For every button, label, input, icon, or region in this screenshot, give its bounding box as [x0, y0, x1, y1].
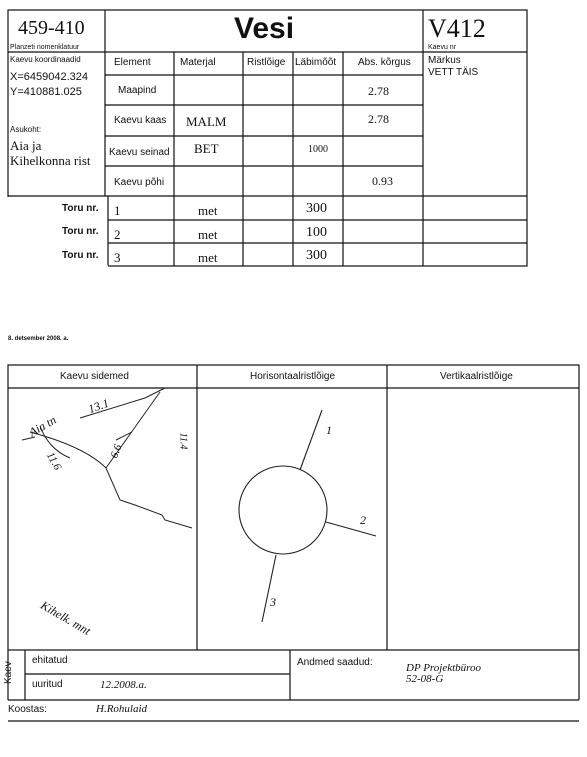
row-abs-height: 0.93	[372, 174, 393, 188]
coordinate-x: X=6459042.324	[10, 71, 88, 83]
horizontal-section-sketch	[239, 410, 376, 622]
coordinates-label: Kaevu koordinaadid	[10, 55, 81, 64]
author-label: Koostas:	[8, 704, 47, 715]
row-element: Maapind	[118, 85, 157, 96]
well-number: V412	[428, 14, 486, 43]
built-label: ehitatud	[32, 655, 68, 666]
well-number-label: Kaevu nr	[428, 44, 457, 51]
row-element: Kaevu põhi	[114, 177, 165, 188]
col-header-abs-height: Abs. kõrgus	[358, 57, 411, 68]
sheet-label: Planzeti nomenklatuur	[10, 44, 80, 51]
sketch-label: Kihelk. mnt	[38, 598, 94, 638]
author-value: H.Rohulaid	[96, 703, 148, 715]
location-line-2: Kihelkonna rist	[10, 153, 91, 168]
row-abs-height: 2.78	[368, 112, 389, 126]
document-title: Vesi	[234, 12, 295, 45]
pipe-material: met	[198, 227, 218, 242]
pipe-number: 2	[114, 227, 121, 242]
source-label: Andmed saadud:	[297, 657, 373, 668]
sketch-label: Aia tn	[26, 412, 59, 440]
pipe-label: Toru nr.	[62, 250, 99, 261]
col-header-diameter: Läbimõõt	[295, 57, 337, 68]
col-header-material: Materjal	[180, 57, 216, 68]
sketch-label: 11.6	[43, 450, 64, 473]
surveyed-label: uuritud	[32, 679, 63, 690]
pipe-number: 3	[114, 250, 121, 265]
sketch-label: 6.6	[108, 442, 125, 460]
col-header-element: Element	[114, 57, 151, 68]
sheet-number: 459-410	[18, 17, 85, 39]
col-header-cross-section: Ristlõige	[247, 57, 286, 68]
pipe-number: 1	[114, 203, 121, 218]
pipe-label-2: 2	[360, 513, 366, 527]
footer-side-label: Kaev	[3, 661, 14, 684]
source-line-2: 52-08-G	[406, 673, 444, 685]
sketch-label: 11.4	[177, 432, 189, 450]
notes-label: Märkus	[428, 55, 461, 66]
pipe-material: met	[198, 250, 218, 265]
pipe-label: Toru nr.	[62, 226, 99, 237]
location-label: Asukoht:	[10, 125, 42, 134]
surveyed-value: 12.2008.a.	[100, 679, 147, 691]
row-material: BET	[194, 141, 219, 156]
source-line-1: DP Projektbüroo	[406, 662, 482, 674]
row-material: MALM	[186, 114, 227, 129]
vertical-section-title: Vertikaalristlõige	[440, 371, 513, 382]
pipe-label-1: 1	[326, 423, 332, 437]
location-line-1: Aia ja	[10, 138, 42, 153]
pipe-diameter: 300	[306, 248, 327, 263]
sketch-label: 13.1	[86, 395, 111, 417]
pipe-label: Toru nr.	[62, 203, 99, 214]
coordinate-y: Y=410881.025	[10, 86, 82, 98]
row-element: Kaevu seinad	[109, 147, 170, 158]
pipe-diameter: 100	[306, 225, 327, 240]
horizontal-section-title: Horisontaalristlõige	[250, 371, 336, 382]
pipe-label-3: 3	[270, 595, 276, 609]
row-diameter: 1000	[308, 144, 328, 155]
row-abs-height: 2.78	[368, 84, 389, 98]
connections-title: Kaevu sidemed	[60, 371, 129, 382]
notes-value: VETT TÄIS	[428, 67, 479, 78]
date-line: 8. detsember 2008. a.	[8, 336, 69, 342]
pipe-material: met	[198, 203, 218, 218]
pipe-diameter: 300	[306, 201, 327, 216]
row-element: Kaevu kaas	[114, 115, 167, 126]
